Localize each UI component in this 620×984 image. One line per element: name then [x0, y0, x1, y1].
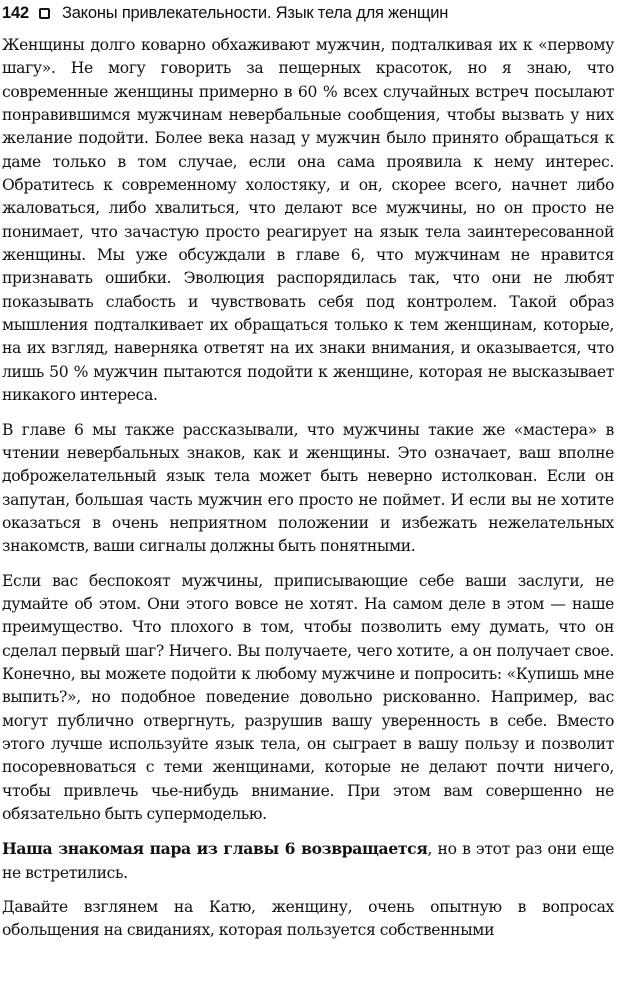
book-page — [2, 0, 614, 984]
running-title: Законы привлекательности. Язык тела для женщин — [61, 3, 449, 22]
page-header — [2, 0, 614, 26]
body-text — [2, 34, 614, 943]
page-number: 142 — [2, 3, 29, 22]
paragraph-1: Женщины долго коварно обхаживают мужчин, подталкивая их к «первому шагу». Не могу говорить за пещерных красоток, но я знаю, что современные женщины примерно в 60 % всех случайных встреч посылают понравившимся мужчинам невербальные сообщения, чтобы вызвать у них желание подойти. Более века назад у мужчин было принято обращаться к даме только в том случае, если она сама проявила к нему интерес. Обратитесь к современному холостяку, и он, скорее всего, начнет либо жаловаться, либо хвалиться, что делают все мужчины, но он просто не понимает, что зачастую просто реагирует на язык тела заинтересованной женщины. Мы уже обсуждали в главе 6, что мужчинам не нравится признавать ошибки. Эволюция распорядилась так, что они не любят показывать слабость и чувствовать себя под контролем. Такой образ мышления подталкивает их обращаться только к тем женщинам, которые, на их взгляд, наверняка ответят на их знаки внимания, и оказывается, что лишь 50 % мужчин пытаются подойти к женщине, которая не высказывает никакого интереса. — [2, 36, 614, 405]
paragraph-3: Если вас беспокоят мужчины, приписывающие себе ваши заслуги, не думайте об этом. Они этого вовсе не хотят. На самом деле в этом — наше преимущество. Что плохого в том, чтобы позволить ему думать, что он сделал первый шаг? Ничего. Вы получаете, чего хотите, а он получает свое. Конечно, вы можете подойти к любому мужчине и попросить: «Купишь мне выпить?», но подобное поведение довольно рискованно. Например, вас могут публично отвергнуть, разрушив вашу уверенность в себе. Вместо этого лучше используйте язык тела, он сыграет в вашу пользу и позволит посоревноваться с теми женщинами, которые не делают почти ничего, чтобы привлечь чье-нибудь внимание. При этом вам совершенно не обязательно быть супермоделью. — [2, 571, 614, 823]
paragraph-2: В главе 6 мы также рассказывали, что мужчины такие же «мастера» в чтении невербальных знаков, как и женщины. Это означает, ваш вполне доброжелательный язык тела может быть неверно истолкован. Если он запутан, большая часть мужчин его просто не поймет. И если вы не хотите оказаться в очень неприятном положении и избежать нежелательных знакомств, ваши сигналы должны быть понятными. — [2, 420, 614, 556]
paragraph-4-lead: Наша знакомая пара из главы 6 возвращается — [2, 839, 428, 859]
paragraph-4 — [2, 837, 614, 885]
paragraph-4-text: , но в этот раз они еще не встретились. — [2, 840, 614, 882]
square-bullet-icon — [39, 8, 50, 19]
paragraph-5: Давайте взглянем на Катю, женщину, очень опытную в вопросах обольщения на свиданиях, которая пользуется собственными — [2, 898, 614, 940]
